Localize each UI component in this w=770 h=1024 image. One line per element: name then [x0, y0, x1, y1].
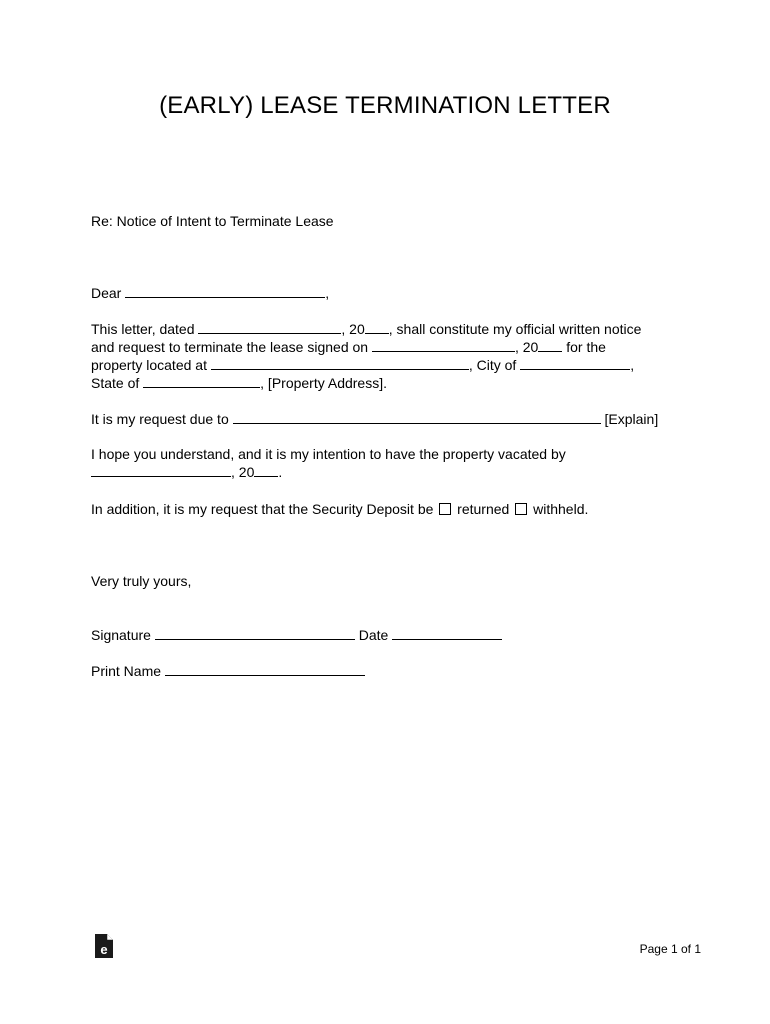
closing-line: Very truly yours, — [91, 573, 192, 589]
vacate-date-blank[interactable] — [91, 464, 231, 477]
withheld-label: withheld. — [529, 501, 589, 517]
page-number: Page 1 of 1 — [639, 942, 701, 956]
p1-text: This letter, dated — [91, 321, 199, 337]
recipient-name-blank[interactable] — [125, 285, 325, 298]
reason-blank[interactable] — [233, 411, 601, 424]
p1-text: for the — [562, 339, 606, 355]
svg-text:e: e — [100, 942, 108, 957]
paragraph3-line1: I hope you understand, and it is my intention to have the property vacated by — [91, 446, 566, 462]
paragraph1-line3 — [91, 356, 634, 374]
eforms-logo-icon — [95, 934, 113, 958]
p2-text: [Explain] — [600, 411, 659, 427]
salutation-line — [91, 284, 329, 302]
signature-label: Signature — [91, 627, 155, 643]
p3-text: . — [278, 464, 283, 480]
lease-signed-date-blank[interactable] — [372, 339, 515, 352]
p3-text: , 20 — [231, 464, 255, 480]
paragraph1-line2 — [91, 338, 606, 356]
signature-line — [91, 626, 502, 644]
withheld-checkbox[interactable] — [515, 503, 527, 515]
p2-text: It is my request due to — [91, 411, 233, 427]
p1-text: , 20 — [514, 339, 539, 355]
print-name-line — [91, 662, 365, 680]
p1-text: State of — [91, 375, 144, 391]
state-blank[interactable] — [143, 375, 260, 388]
paragraph2-line — [91, 410, 658, 428]
p1-text: , 20 — [341, 321, 365, 337]
date-label: Date — [354, 627, 393, 643]
signature-date-blank[interactable] — [392, 627, 502, 640]
property-location-blank[interactable] — [211, 357, 469, 370]
p1-text: , [Property Address]. — [260, 375, 387, 391]
returned-checkbox[interactable] — [439, 503, 451, 515]
print-name-blank[interactable] — [165, 663, 365, 676]
p1-text: property located at — [91, 357, 211, 373]
returned-label: returned — [453, 501, 514, 517]
paragraph4-line — [91, 500, 588, 518]
city-blank[interactable] — [520, 357, 630, 370]
p1-text: , City of — [468, 357, 521, 373]
print-name-label: Print Name — [91, 663, 165, 679]
p1-text: , shall constitute my official written notice — [388, 321, 642, 337]
vacate-year-blank[interactable] — [254, 464, 278, 477]
p1-text: , — [630, 357, 635, 373]
lease-signed-year-blank[interactable] — [538, 339, 562, 352]
paragraph1-line4 — [91, 374, 387, 392]
paragraph1-line1 — [91, 320, 641, 338]
letter-year-blank[interactable] — [365, 321, 389, 334]
re-line: Re: Notice of Intent to Terminate Lease — [91, 213, 334, 229]
paragraph3-line2 — [91, 463, 282, 481]
letter-date-blank[interactable] — [198, 321, 341, 334]
document-title: (EARLY) LEASE TERMINATION LETTER — [159, 92, 611, 119]
signature-blank[interactable] — [155, 627, 355, 640]
salutation-suffix: , — [325, 285, 330, 301]
p1-text: and request to terminate the lease signed on — [91, 339, 372, 355]
p4-text: In addition, it is my request that the Security Deposit be — [91, 501, 438, 517]
salutation-prefix: Dear — [91, 285, 122, 301]
